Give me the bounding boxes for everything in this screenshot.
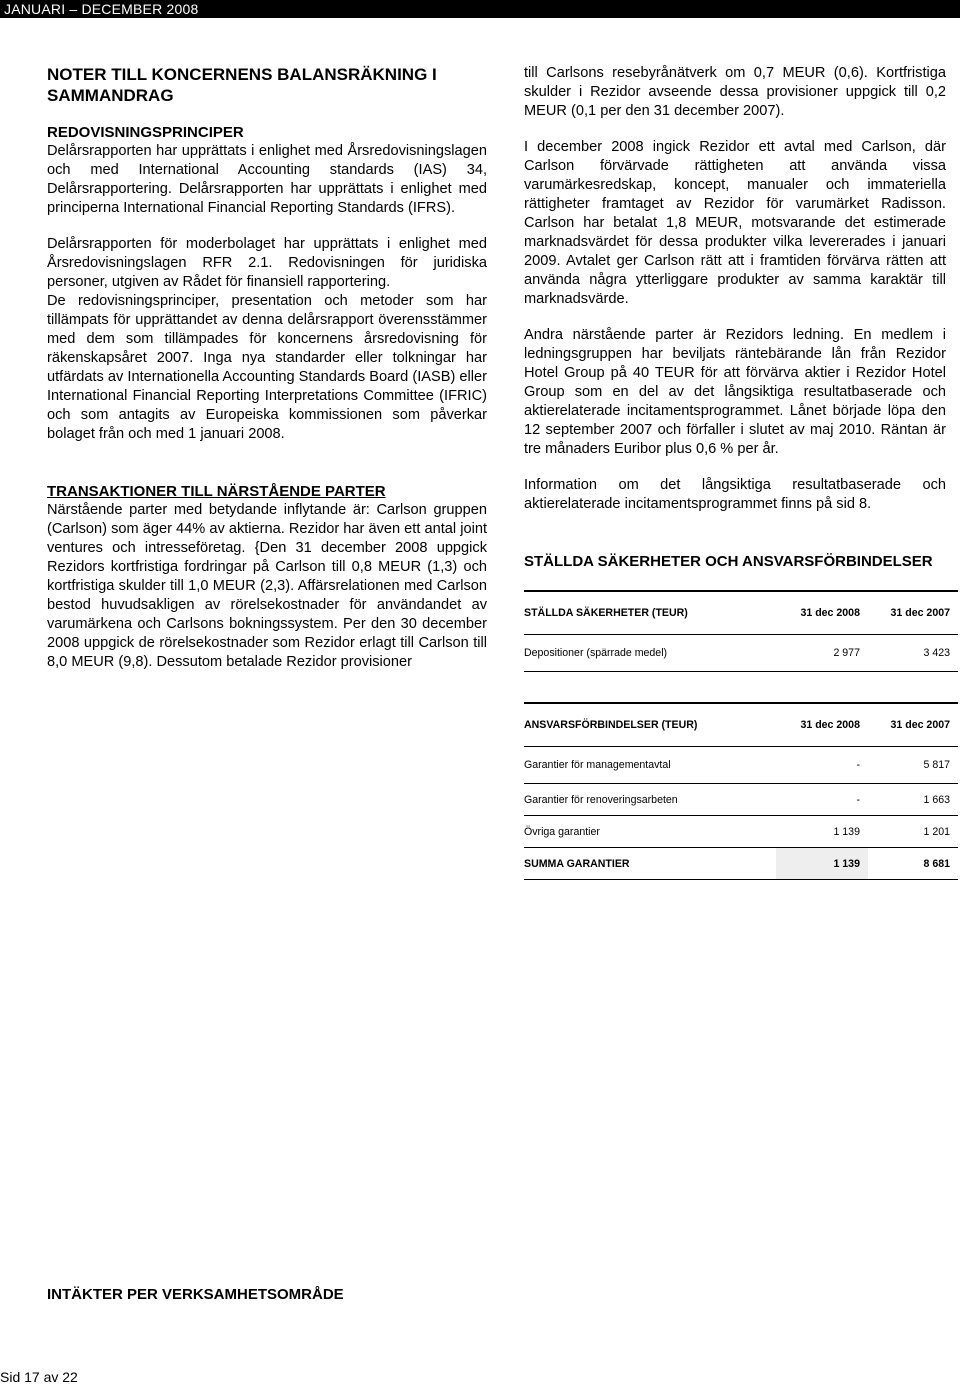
row-value-2008: 2 977 (776, 635, 868, 672)
row-value-2007: 3 423 (868, 635, 958, 672)
row-value-2007: 1 201 (868, 816, 958, 848)
provisions-paragraph: till Carlsons resebyrånätverk om 0,7 MEUR (0,6). Kortfristiga skulder i Rezidor avseende dessa provisioner uppgick till 0,2 MEUR (0,1 per den 31 december 2007). (524, 65, 946, 119)
table-row (524, 635, 958, 672)
row-value-2007: 5 817 (868, 747, 958, 784)
table-row (524, 747, 958, 784)
row-label: Depositioner (spärrade medel) (524, 635, 776, 672)
securities-header-2008: 31 dec 2008 (776, 591, 868, 635)
contingent-header-label: ANSVARSFÖRBINDELSER (TEUR) (524, 703, 776, 747)
incentive-info-paragraph: Information om det långsiktiga resultatbaserade och aktierelaterade incitamentsprogrammet finns på sid 8. (524, 477, 946, 512)
management-loan-paragraph: Andra närstående parter är Rezidors ledning. En medlem i ledningsgruppen har beviljats räntebärande lån från Rezidor Hotel Group på 40 TEUR för att förvärva aktier i Rezidor Hotel Group som en del av det långsiktiga resultatbaserade och aktierelaterade incitamentsprogrammet. Lånet började löpa den 12 september 2007 och förfaller i slutet av maj 2010. Räntan är tre månaders Euribor plus 0,6 % per år. (524, 327, 946, 457)
row-value-2008: 1 139 (776, 816, 868, 848)
page-header (0, 0, 960, 18)
table-row (524, 816, 958, 848)
securities-table (524, 590, 958, 880)
total-value-2007: 8 681 (868, 848, 958, 880)
row-label: Övriga garantier (524, 816, 776, 848)
principles-paragraph-3: De redovisningsprinciper, presentation och metoder som har tillämpats för upprättandet av denna delårsrapport överensstämmer med dem som tillämpades för koncernens årsredovisning för räkenskapsåret 2007. Inga nya standarder eller tolkningar har utfärdats av Internationella Accounting Standards Board (IASB) eller International Financial Reporting Interpretations Committee (IFRIC) och som antagits av Europeiska kommissionen som påverkar bolaget från och med 1 januari 2008. (47, 293, 487, 442)
table-row (524, 784, 958, 816)
contingent-header-2008: 31 dec 2008 (776, 703, 868, 747)
table-header-row (524, 703, 958, 747)
table-header-row (524, 591, 958, 635)
page-title: NOTER TILL KONCERNENS BALANSRÄKNING I SAMMANDRAG (47, 65, 437, 105)
principles-paragraph-2: Delårsrapporten för moderbolaget har upprättats i enlighet med Årsredovisningslagen RFR 2.1. Redovisningen för juridiska personer, utgiven av Rådet för finansiell rapportering. (47, 236, 487, 290)
principles-heading: REDOVISNINGSPRINCIPER (47, 124, 244, 141)
section-heading-revenue: INTÄKTER PER VERKSAMHETSOMRÅDE (47, 1286, 344, 1303)
table-total-row (524, 848, 958, 880)
total-label: SUMMA GARANTIER (524, 848, 776, 880)
carlson-agreement-paragraph: I december 2008 ingick Rezidor ett avtal med Carlson, där Carlson förvärvade rättigheten att använda vissa varumärkesredskap, koncept, manualer och immateriella rättigheter framtaget av Rezidor för varumärket Radisson. Carlson har betalat 1,8 MEUR, motsvarande det estimerade marknadsvärdet för dessa produkter vilka levererades i januari 2009. Avtalet ger Carlson rätt att i framtiden förvärva rätten att använda några ytterliggare produkter av samma karaktär till marknadsvärde. (524, 139, 946, 307)
principles-paragraph-1: Delårsrapporten har upprättats i enlighet med Årsredovisningslagen och med International Accounting standards (IAS) 34, Delårsrapportering. Delårsrapporten har upprättats i enlighet med principerna International Financial Reporting Standards (IFRS). (47, 143, 487, 216)
header-period: JANUARI – DECEMBER 2008 (4, 1, 199, 17)
securities-heading: STÄLLDA SÄKERHETER OCH ANSVARSFÖRBINDELSER (524, 553, 933, 570)
left-column (47, 64, 487, 672)
right-column (524, 64, 950, 880)
transactions-heading: TRANSAKTIONER TILL NÄRSTÅENDE PARTER (47, 483, 386, 500)
row-value-2008: - (776, 747, 868, 784)
total-value-2008: 1 139 (776, 848, 868, 880)
row-label: Garantier för renoveringsarbeten (524, 784, 776, 816)
page-number: Sid 17 av 22 (0, 1369, 78, 1385)
row-value-2008: - (776, 784, 868, 816)
row-value-2007: 1 663 (868, 784, 958, 816)
contingent-header-2007: 31 dec 2007 (868, 703, 958, 747)
securities-header-label: STÄLLDA SÄKERHETER (TEUR) (524, 591, 776, 635)
securities-header-2007: 31 dec 2007 (868, 591, 958, 635)
transactions-paragraph: Närstående parter med betydande inflytande är: Carlson gruppen (Carlson) som äger 44% av aktierna. Rezidor har även ett antal joint ventures och intresseföretag. {Den 31 december 2008 uppgick Rezidors kortfristiga fordringar på Carlson till 0,8 MEUR (1,3) och kortfristiga skulder till 1,0 MEUR (2,3). Affärsrelationen med Carlson bestod huvudsakligen av rörelsekostnader för användandet av varumärkena och Carlsons bokningssystem. Per den 30 december 2008 uppgick de rörelsekostnader som Rezidor erlagt till Carlson till 8,0 MEUR (9,8). Dessutom betalade Rezidor provisioner (47, 502, 487, 670)
row-label: Garantier för managementavtal (524, 747, 776, 784)
